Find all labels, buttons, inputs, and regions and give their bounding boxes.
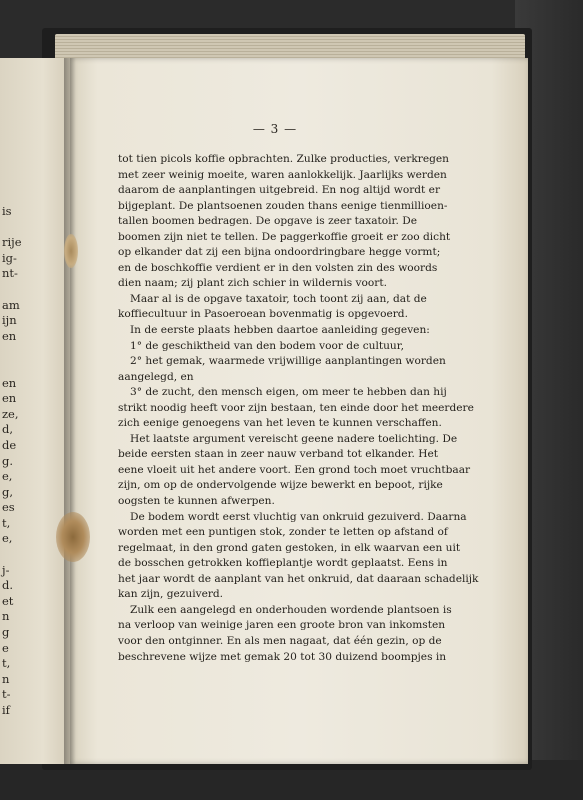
left-page-fragment: n — [2, 609, 10, 624]
text-line: daarom de aanplantingen uitgebreid. En nog altijd wordt er — [118, 184, 441, 197]
left-page-text-fragments — [2, 204, 22, 719]
text-line: voor den ontginner. En als men nagaat, dat één gezin, op de — [118, 634, 442, 647]
left-page-fragment: e, — [2, 531, 13, 546]
text-line: tallen boomen bedragen. De opgave is zeer taxatoir. De — [118, 215, 417, 228]
text-line: beschrevene wijze met gemak 20 tot 30 duizend boompjes in — [118, 650, 447, 663]
text-line: de bosschen getrokken koffieplantje wordt geplaatst. Eens in — [118, 557, 448, 570]
text-line: aangelegd, en — [118, 370, 194, 383]
text-line: dien naam; zij plant zich schier in wildernis voort. — [118, 277, 387, 290]
left-page-fragment — [2, 282, 22, 298]
left-page-fragment: en — [2, 391, 17, 406]
page-edges — [55, 34, 525, 58]
left-page-fragment: if — [2, 703, 10, 717]
text-line: 3° de zucht, den mensch eigen, om meer te hebben dan hij — [130, 386, 447, 399]
left-page-fragment: d, — [2, 422, 14, 437]
text-line: kan zijn, gezuiverd. — [118, 588, 224, 601]
text-line: Zulk een aangelegd en onderhouden wordende plantsoen is — [130, 603, 452, 616]
text-line: zich eenige genoegens van het leven te kunnen verschaffen. — [118, 417, 442, 430]
text-line: 1° de geschiktheid van den bodem voor de cultuur, — [130, 339, 405, 352]
left-page-fragment: de — [2, 437, 17, 452]
left-page-fragment: e — [2, 640, 9, 655]
left-page-fragment: rije — [2, 235, 22, 250]
text-line: en de boschkoffie verdient er in den volsten zin des woords — [118, 261, 438, 274]
text-line: boomen zijn niet te tellen. De paggerkoffie groeit er zoo dicht — [118, 230, 451, 243]
text-line: 2° het gemak, waarmede vrijwillige aanplantingen worden — [130, 355, 446, 368]
left-page-fragment: g — [2, 625, 10, 640]
left-page-fragment: ig- — [2, 250, 17, 265]
left-page-fragment: ze, — [2, 406, 19, 421]
left-page-fragment: t, — [2, 515, 11, 530]
left-page-fragment: g, — [2, 484, 14, 499]
left-page-fragment — [2, 220, 22, 236]
text-line: koffiecultuur in Pasoeroean bovenmatig is opgevoerd. — [118, 308, 408, 321]
left-page-fragment: g. — [2, 453, 14, 468]
text-line: Het laatste argument vereischt geene nadere toelichting. De — [130, 432, 458, 445]
page-number: — 3 — — [252, 122, 298, 136]
left-page-fragment: e, — [2, 469, 13, 484]
text-line: strikt noodig heeft voor zijn bestaan, ten einde door het meerdere — [118, 401, 474, 414]
left-page-fragment: am — [2, 297, 20, 312]
text-line: bijgeplant. De plantsoenen zouden thans eenige tienmillioen- — [118, 199, 448, 212]
text-line: het jaar wordt de aanplant van het onkruid, dat daaraan schadelijk — [118, 572, 479, 585]
text-line: eene vloeit uit het andere voort. Een grond toch moet vruchtbaar — [118, 463, 471, 476]
left-page-fragment: d. — [2, 578, 14, 593]
left-page-fragment: is — [2, 204, 12, 218]
left-page-fragment: nt- — [2, 266, 18, 281]
text-line: oogsten te kunnen afwerpen. — [118, 495, 275, 508]
left-page-fragment: n — [2, 671, 10, 686]
left-page-fragment: en — [2, 375, 17, 390]
text-line: regelmaat, in den grond gaten gestoken, in elk waarvan een uit — [118, 541, 461, 554]
left-page-fragment — [2, 360, 22, 376]
left-page-fragment: es — [2, 500, 15, 515]
text-line: De bodem wordt eerst vluchtig van onkruid gezuiverd. Daarna — [130, 510, 467, 523]
body-text — [118, 152, 479, 665]
left-page-fragment — [2, 344, 22, 360]
text-line: In de eerste plaats hebben daartoe aanleiding gegeven: — [130, 324, 430, 337]
text-line: zijn, om op de ondervolgende wijze bewerkt en bepoot, rijke — [118, 479, 443, 492]
left-page-fragment — [2, 547, 22, 563]
left-page-fragment: et — [2, 593, 14, 608]
left-page-fragment: ijn — [2, 313, 17, 328]
left-page-fragment: t, — [2, 656, 11, 671]
left-page-fragment: j- — [2, 562, 10, 577]
text-line: worden met een puntigen stok, zonder te letten op afstand of — [118, 526, 448, 539]
text-line: met zeer weinig moeite, waren aanlokkelijk. Jaarlijks werden — [118, 168, 447, 181]
text-line: Maar al is de opgave taxatoir, toch toont zij aan, dat de — [130, 292, 427, 305]
gutter-shadow — [64, 58, 76, 764]
left-page-fragment: t- — [2, 687, 11, 702]
foxing-stain — [64, 234, 78, 268]
text-line: op elkander dat zij een bijna ondoordringbare hegge vormt; — [118, 246, 441, 259]
text-line: tot tien picols koffie opbrachten. Zulke producties, verkregen — [118, 153, 449, 165]
foxing-stain-large — [56, 512, 90, 562]
text-line: na verloop van weinige jaren een groote bron van inkomsten — [118, 619, 446, 632]
left-page-fragment: en — [2, 328, 17, 343]
text-line: beide eersten staan in zeer nauw verband tot elkander. Het — [118, 448, 438, 461]
